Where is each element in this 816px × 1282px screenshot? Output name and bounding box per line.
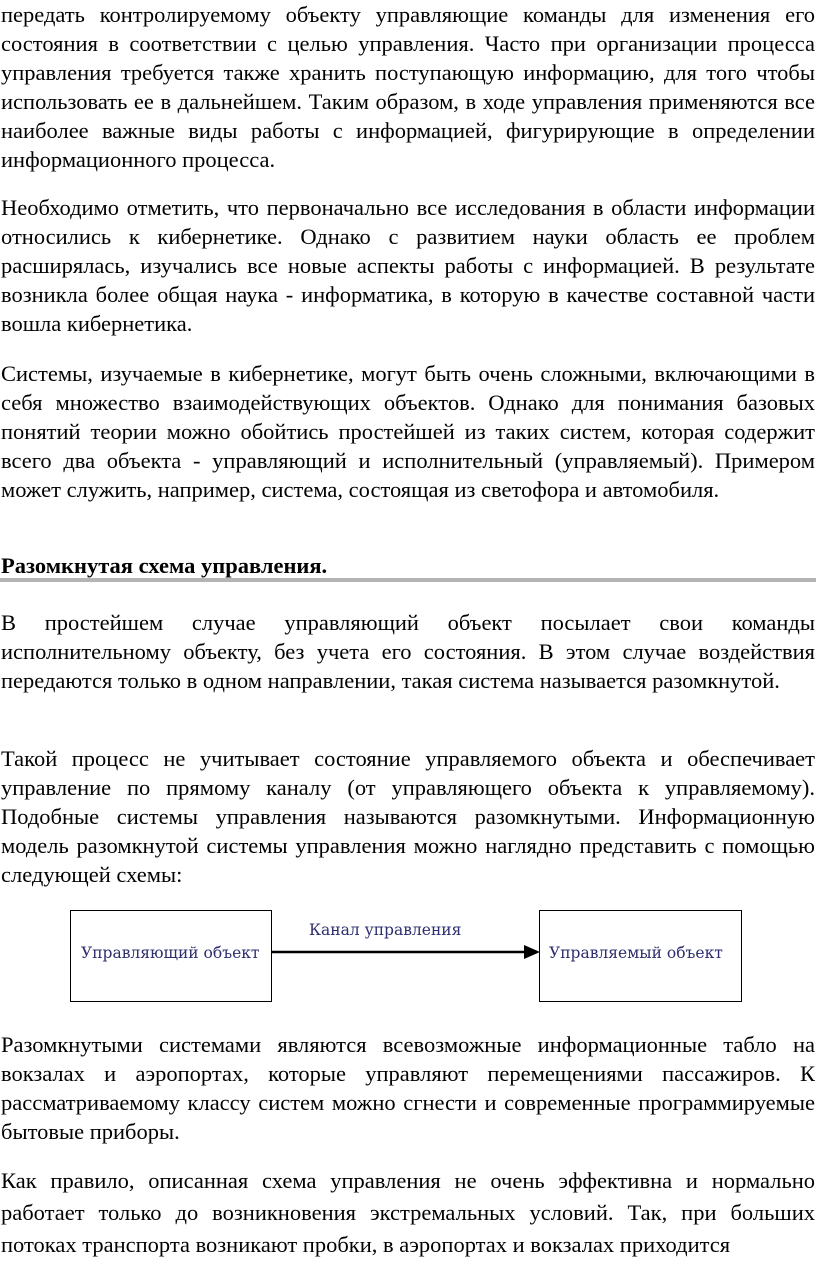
paragraph-simplest-case: В простейшем случае управляющий объект посылает свои команды исполнительному объекту, без учета его состояния. В этом случае воздействия передаются только в одном направлении, такая система называется разомкнутой.: [1, 610, 815, 693]
controlling-object-box: [70, 910, 272, 1002]
open-loop-diagram: [0, 906, 816, 1002]
section-heading: Разомкнутая схема управления.: [1, 553, 328, 578]
paragraph-systems: Системы, изучаемые в кибернетике, могут быть очень сложными, включающими в себя множество взаимодействующих объектов. Однако для понимания базовых понятий теории можно обойтись простейшей из таких систем, которая содержит всего два объекта - управляющий и исполнительный (управляемый). Примером может служить, например, система, состоящая из светофора и автомобиля.: [1, 361, 815, 502]
control-channel-arrow: [270, 942, 542, 962]
paragraph-cybernetics-history: Необходимо отметить, что первоначально все исследования в области информации относились к кибернетике. Однако с развитием науки область ее проблем расширялась, изучались все новые аспекты работы с информацией. В результате возникла более общая наука - информатика, в которую в качестве составной части вошла кибернетика.: [1, 195, 815, 336]
heading-underline: [0, 578, 816, 582]
controlling-object-label: Управляющий объект: [81, 944, 260, 962]
paragraph-efficiency: Как правило, описанная схема управления не очень эффективна и нормально работает только до возникновения экстремальных условий. Так, при больших потоках транспорта возникают пробки, в аэропортах и вокзалах приходится: [1, 1168, 815, 1257]
paragraph-control-commands: передать контролируемому объекту управляющие команды для изменения его состояния в соответствии с целью управления. Часто при организации процесса управления требуется также хранить поступающую информацию, для того чтобы использовать ее в дальнейшем. Таким образом, в ходе управления применяются все наиболее важные виды работы с информацией, фигурирующие в определении информационного процесса.: [1, 2, 815, 172]
control-channel-label: Канал управления: [309, 921, 462, 939]
controlled-object-label: Управляемый объект: [549, 944, 723, 962]
controlled-object-box: [539, 910, 742, 1002]
paragraph-examples: Разомкнутыми системами являются всевозможные информационные табло на вокзалах и аэропортах, которые управляют перемещениями пассажиров. К рассматриваемому классу систем можно сгнести и современные программируемые бытовые приборы.: [1, 1032, 815, 1144]
paragraph-open-loop-process: Такой процесс не учитывает состояние управляемого объекта и обеспечивает управление по прямому каналу (от управляющего объекта к управляемому). Подобные системы управления называются разомкнутыми. Информационную модель разомкнутой системы управления можно наглядно представить с помощью следующей схемы:: [1, 746, 815, 887]
